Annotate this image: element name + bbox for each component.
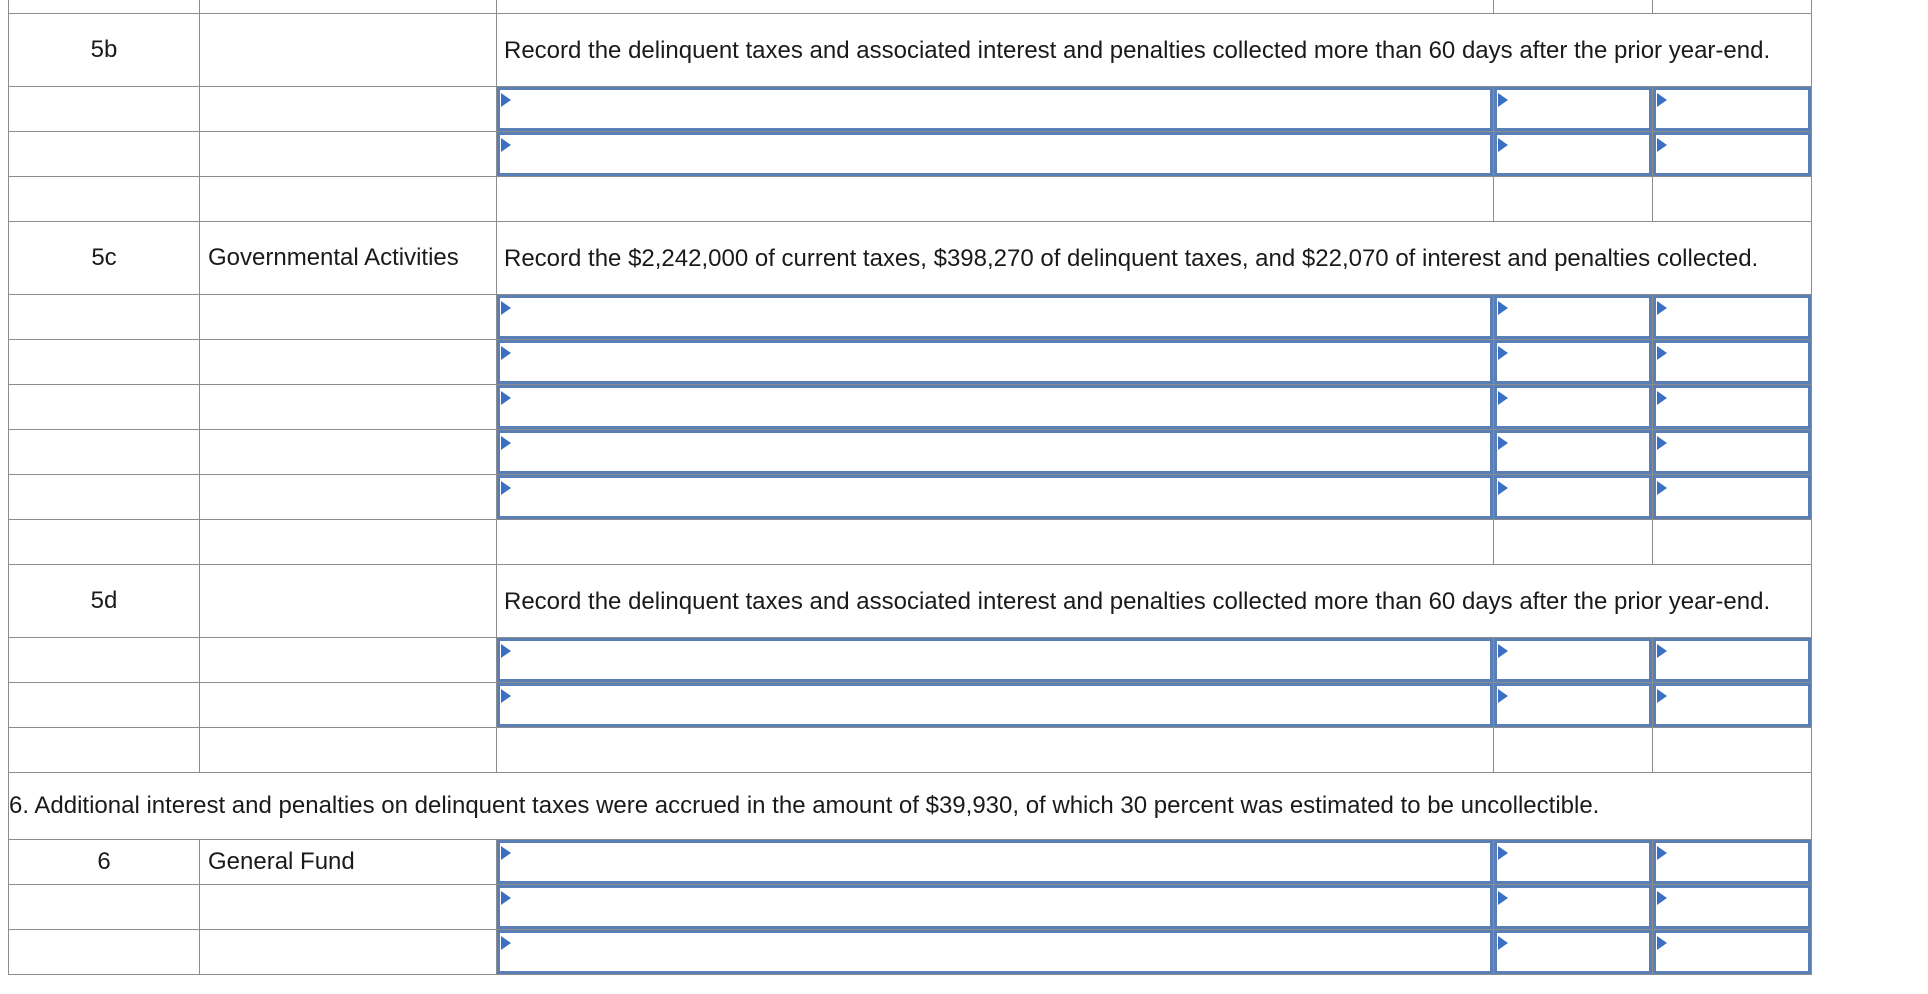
entry-description: Record the delinquent taxes and associated interest and penalties collected more than 60 days after the prior year-end. xyxy=(497,565,1812,638)
triangle-dropdown-icon xyxy=(1498,436,1508,450)
journal-line xyxy=(9,87,1812,132)
entry-id: 5c xyxy=(9,222,200,295)
triangle-dropdown-icon xyxy=(1498,891,1508,905)
table-row xyxy=(9,0,1812,14)
entry-description: Record the $2,242,000 of current taxes, $398,270 of delinquent taxes, and $22,070 of interest and penalties collected. xyxy=(497,222,1812,295)
account-input-cell xyxy=(497,683,1494,728)
fund-label xyxy=(200,565,497,638)
account-name-input[interactable] xyxy=(497,885,1493,929)
debit-input-cell xyxy=(1494,340,1653,385)
spacer-row xyxy=(9,728,1812,773)
spacer-row xyxy=(9,520,1812,565)
entry-id: 5d xyxy=(9,565,200,638)
entry-id: 5b xyxy=(9,14,200,87)
triangle-dropdown-icon xyxy=(1657,138,1667,152)
credit-amount-input[interactable] xyxy=(1653,840,1811,884)
journal-line xyxy=(9,638,1812,683)
debit-cell xyxy=(1494,0,1653,14)
empty-cell xyxy=(1494,728,1653,773)
empty-cell xyxy=(9,728,200,773)
triangle-dropdown-icon xyxy=(1657,436,1667,450)
account-input-cell xyxy=(497,340,1494,385)
credit-input-cell xyxy=(1653,385,1812,430)
entry-id-cell xyxy=(9,87,200,132)
account-name-input[interactable] xyxy=(497,385,1493,429)
triangle-dropdown-icon xyxy=(1657,644,1667,658)
account-input-cell xyxy=(497,638,1494,683)
debit-amount-input[interactable] xyxy=(1494,87,1652,131)
entry-id-cell xyxy=(9,0,200,14)
account-name-input[interactable] xyxy=(497,930,1493,974)
credit-input-cell xyxy=(1653,840,1812,885)
credit-amount-input[interactable] xyxy=(1653,385,1811,429)
triangle-dropdown-icon xyxy=(1657,93,1667,107)
triangle-dropdown-icon xyxy=(1498,301,1508,315)
triangle-dropdown-icon xyxy=(1498,689,1508,703)
debit-amount-input[interactable] xyxy=(1494,930,1652,974)
debit-amount-input[interactable] xyxy=(1494,475,1652,519)
journal-line xyxy=(9,430,1812,475)
credit-input-cell xyxy=(1653,132,1812,177)
empty-cell xyxy=(497,728,1494,773)
credit-input-cell xyxy=(1653,295,1812,340)
triangle-dropdown-icon xyxy=(501,936,511,950)
fund-cell xyxy=(200,295,497,340)
entry-description-row-5c xyxy=(9,222,1812,295)
empty-cell xyxy=(200,520,497,565)
empty-cell xyxy=(1494,520,1653,565)
triangle-dropdown-icon xyxy=(1498,644,1508,658)
empty-cell xyxy=(200,177,497,222)
empty-cell xyxy=(497,177,1494,222)
credit-amount-input[interactable] xyxy=(1653,430,1811,474)
triangle-dropdown-icon xyxy=(501,93,511,107)
account-input-cell xyxy=(497,430,1494,475)
journal-line xyxy=(9,295,1812,340)
triangle-dropdown-icon xyxy=(1498,346,1508,360)
debit-amount-input[interactable] xyxy=(1494,385,1652,429)
debit-input-cell xyxy=(1494,430,1653,475)
account-input-cell xyxy=(497,475,1494,520)
credit-input-cell xyxy=(1653,683,1812,728)
fund-cell xyxy=(200,638,497,683)
empty-cell xyxy=(9,520,200,565)
account-input-cell xyxy=(497,87,1494,132)
debit-input-cell xyxy=(1494,132,1653,177)
triangle-dropdown-icon xyxy=(1498,391,1508,405)
fund-cell xyxy=(200,885,497,930)
account-name-input[interactable] xyxy=(497,295,1493,339)
spacer-row xyxy=(9,177,1812,222)
account-input-cell xyxy=(497,385,1494,430)
account-cell xyxy=(497,0,1494,14)
credit-amount-input[interactable] xyxy=(1653,885,1811,929)
entry-id-cell xyxy=(9,132,200,177)
entry-id: 6 xyxy=(9,840,200,885)
debit-amount-input[interactable] xyxy=(1494,638,1652,682)
empty-cell xyxy=(497,520,1494,565)
empty-cell xyxy=(1494,177,1653,222)
fund-label xyxy=(200,14,497,87)
empty-cell xyxy=(1653,177,1812,222)
triangle-dropdown-icon xyxy=(1498,138,1508,152)
entry-description: Record the delinquent taxes and associated interest and penalties collected more than 60 days after the prior year-end. xyxy=(497,14,1812,87)
instruction-text: 6. Additional interest and penalties on delinquent taxes were accrued in the amount of $39,930, of which 30 percent was estimated to be uncollectible. xyxy=(9,773,1812,840)
journal-line xyxy=(9,475,1812,520)
debit-amount-input[interactable] xyxy=(1494,340,1652,384)
triangle-dropdown-icon xyxy=(1498,93,1508,107)
fund-cell xyxy=(200,930,497,975)
empty-cell xyxy=(9,177,200,222)
entry-id-cell xyxy=(9,885,200,930)
journal-line xyxy=(9,132,1812,177)
triangle-dropdown-icon xyxy=(1657,846,1667,860)
account-name-input[interactable] xyxy=(497,340,1493,384)
credit-input-cell xyxy=(1653,340,1812,385)
debit-input-cell xyxy=(1494,683,1653,728)
debit-amount-input[interactable] xyxy=(1494,132,1652,176)
debit-input-cell xyxy=(1494,638,1653,683)
entry-id-cell xyxy=(9,295,200,340)
credit-amount-input[interactable] xyxy=(1653,87,1811,131)
entry-id-cell xyxy=(9,385,200,430)
debit-input-cell xyxy=(1494,475,1653,520)
debit-amount-input[interactable] xyxy=(1494,840,1652,884)
account-input-cell xyxy=(497,930,1494,975)
fund-label: General Fund xyxy=(200,840,497,885)
triangle-dropdown-icon xyxy=(1657,891,1667,905)
triangle-dropdown-icon xyxy=(1657,936,1667,950)
account-input-cell xyxy=(497,840,1494,885)
triangle-dropdown-icon xyxy=(501,481,511,495)
fund-label: Governmental Activities xyxy=(200,222,497,295)
triangle-dropdown-icon xyxy=(501,138,511,152)
triangle-dropdown-icon xyxy=(1657,346,1667,360)
credit-amount-input[interactable] xyxy=(1653,930,1811,974)
entry-id-cell xyxy=(9,930,200,975)
fund-cell xyxy=(200,132,497,177)
credit-amount-input[interactable] xyxy=(1653,295,1811,339)
fund-cell xyxy=(200,430,497,475)
fund-cell xyxy=(200,0,497,14)
credit-cell xyxy=(1653,0,1812,14)
account-input-cell xyxy=(497,295,1494,340)
triangle-dropdown-icon xyxy=(501,846,511,860)
journal-entry-table xyxy=(8,0,1812,975)
triangle-dropdown-icon xyxy=(501,891,511,905)
empty-cell xyxy=(200,728,497,773)
credit-amount-input[interactable] xyxy=(1653,132,1811,176)
triangle-dropdown-icon xyxy=(1657,481,1667,495)
debit-amount-input[interactable] xyxy=(1494,885,1652,929)
debit-input-cell xyxy=(1494,885,1653,930)
credit-input-cell xyxy=(1653,430,1812,475)
credit-input-cell xyxy=(1653,930,1812,975)
debit-input-cell xyxy=(1494,840,1653,885)
credit-input-cell xyxy=(1653,638,1812,683)
triangle-dropdown-icon xyxy=(1498,846,1508,860)
debit-input-cell xyxy=(1494,295,1653,340)
journal-line xyxy=(9,885,1812,930)
triangle-dropdown-icon xyxy=(1657,689,1667,703)
entry-id-cell xyxy=(9,340,200,385)
debit-input-cell xyxy=(1494,87,1653,132)
entry-description-row-5b xyxy=(9,14,1812,87)
account-name-input[interactable] xyxy=(497,840,1493,884)
fund-cell xyxy=(200,385,497,430)
journal-line xyxy=(9,683,1812,728)
credit-amount-input[interactable] xyxy=(1653,340,1811,384)
credit-input-cell xyxy=(1653,87,1812,132)
debit-amount-input[interactable] xyxy=(1494,683,1652,727)
instruction-row xyxy=(9,773,1812,840)
journal-line xyxy=(9,930,1812,975)
triangle-dropdown-icon xyxy=(1657,391,1667,405)
triangle-dropdown-icon xyxy=(1498,936,1508,950)
triangle-dropdown-icon xyxy=(1657,301,1667,315)
entry-description-row-5d xyxy=(9,565,1812,638)
fund-cell xyxy=(200,340,497,385)
entry-id-cell xyxy=(9,430,200,475)
account-name-input[interactable] xyxy=(497,638,1493,682)
credit-input-cell xyxy=(1653,475,1812,520)
account-name-input[interactable] xyxy=(497,430,1493,474)
journal-line xyxy=(9,340,1812,385)
account-name-input[interactable] xyxy=(497,683,1493,727)
account-input-cell xyxy=(497,885,1494,930)
triangle-dropdown-icon xyxy=(501,391,511,405)
triangle-dropdown-icon xyxy=(501,301,511,315)
triangle-dropdown-icon xyxy=(501,644,511,658)
account-name-input[interactable] xyxy=(497,87,1493,131)
fund-cell xyxy=(200,683,497,728)
entry-id-cell xyxy=(9,475,200,520)
credit-amount-input[interactable] xyxy=(1653,683,1811,727)
credit-amount-input[interactable] xyxy=(1653,475,1811,519)
debit-amount-input[interactable] xyxy=(1494,430,1652,474)
empty-cell xyxy=(1653,520,1812,565)
debit-input-cell xyxy=(1494,930,1653,975)
triangle-dropdown-icon xyxy=(501,436,511,450)
account-name-input[interactable] xyxy=(497,132,1493,176)
credit-input-cell xyxy=(1653,885,1812,930)
journal-line xyxy=(9,385,1812,430)
debit-amount-input[interactable] xyxy=(1494,295,1652,339)
entry-id-cell xyxy=(9,683,200,728)
credit-amount-input[interactable] xyxy=(1653,638,1811,682)
account-name-input[interactable] xyxy=(497,475,1493,519)
triangle-dropdown-icon xyxy=(501,689,511,703)
account-input-cell xyxy=(497,132,1494,177)
empty-cell xyxy=(1653,728,1812,773)
fund-cell xyxy=(200,87,497,132)
debit-input-cell xyxy=(1494,385,1653,430)
triangle-dropdown-icon xyxy=(1498,481,1508,495)
triangle-dropdown-icon xyxy=(501,346,511,360)
fund-cell xyxy=(200,475,497,520)
entry-id-cell xyxy=(9,638,200,683)
journal-line-6 xyxy=(9,840,1812,885)
